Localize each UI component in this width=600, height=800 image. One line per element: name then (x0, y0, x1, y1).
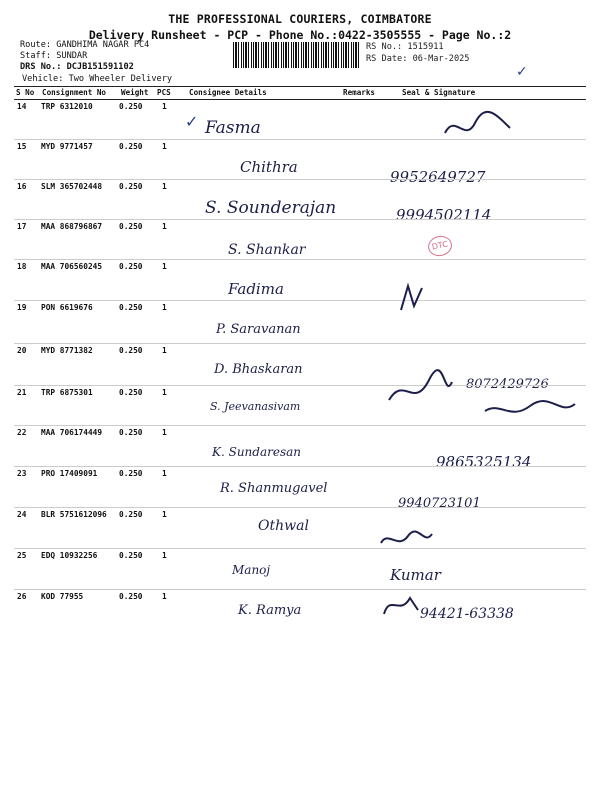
row-pcs: 1 (162, 346, 167, 355)
barcode (233, 42, 359, 68)
row-divider (14, 548, 586, 549)
handwritten-consignee: S. Shankar (228, 242, 306, 258)
rs-date: RS Date: 06-Mar-2025 (366, 54, 470, 64)
row-consignment-no: EDQ 10932256 (41, 551, 98, 560)
row-pcs: 1 (162, 303, 167, 312)
row-weight: 0.250 (119, 388, 143, 397)
row-sno: 24 (17, 510, 27, 519)
row-divider (14, 300, 586, 301)
handwritten-signature: 94421-63338 (420, 606, 514, 622)
handwritten-consignee: K. Sundaresan (212, 445, 301, 459)
handwritten-signature: Kumar (390, 566, 441, 584)
row-divider (14, 466, 586, 467)
signature-scribble (396, 282, 426, 312)
handwritten-signature: 9940723101 (398, 496, 481, 511)
row-pcs: 1 (162, 182, 167, 191)
vehicle-label: Vehicle: Two Wheeler Delivery (22, 74, 173, 84)
row-weight: 0.250 (119, 262, 143, 271)
col-header-sno: S No (16, 88, 35, 97)
row-weight: 0.250 (119, 303, 143, 312)
row-sno: 22 (17, 428, 27, 437)
col-header-consignee: Consignee Details (189, 88, 267, 97)
handwritten-consignee: P. Saravanan (216, 322, 301, 337)
row-weight: 0.250 (119, 102, 143, 111)
row-consignment-no: SLM 365702448 (41, 182, 103, 191)
handwritten-signature: 9865325134 (436, 453, 532, 471)
col-header-weight: Weight (121, 88, 149, 97)
row-sno: 23 (17, 469, 27, 478)
row-pcs: 1 (162, 551, 167, 560)
handwritten-consignee: Fasma (205, 118, 261, 138)
row-consignment-no: MYD 9771457 (41, 142, 93, 151)
row-divider (14, 589, 586, 590)
row-weight: 0.250 (119, 551, 143, 560)
row-pcs: 1 (162, 388, 167, 397)
handwritten-consignee: R. Shanmugavel (220, 481, 328, 496)
handwritten-signature: 9994502114 (396, 206, 492, 224)
row-sno: 15 (17, 142, 27, 151)
row-weight: 0.250 (119, 142, 143, 151)
handwritten-consignee: Chithra (240, 158, 298, 176)
row-sno: 16 (17, 182, 27, 191)
row-consignment-no: TRP 6875301 (41, 388, 93, 397)
tick-mark: ✓ (516, 64, 528, 80)
row-consignment-no: PRO 17409091 (41, 469, 98, 478)
row-pcs: 1 (162, 510, 167, 519)
row-weight: 0.250 (119, 346, 143, 355)
row-sno: 18 (17, 262, 27, 271)
handwritten-consignee: Othwal (258, 518, 309, 534)
row-consignment-no: MAA 868796867 (41, 222, 103, 231)
row-sno: 25 (17, 551, 27, 560)
row-pcs: 1 (162, 469, 167, 478)
header-bottom-rule (14, 99, 586, 100)
row-consignment-no: BLR 5751612096 (41, 510, 107, 519)
row-divider (14, 507, 586, 508)
row-sno: 14 (17, 102, 27, 111)
col-header-pcs: PCS (157, 88, 171, 97)
row-sno: 21 (17, 388, 27, 397)
handwritten-consignee: S. Jeevanasivam (210, 400, 301, 413)
row-consignment-no: TRP 6312010 (41, 102, 93, 111)
signature-scribble (480, 396, 580, 426)
row-weight: 0.250 (119, 592, 143, 601)
row-pcs: 1 (162, 428, 167, 437)
row-divider (14, 179, 586, 180)
row-sno: 20 (17, 346, 27, 355)
row-weight: 0.250 (119, 428, 143, 437)
received-stamp: DTC (426, 234, 454, 259)
row-consignment-no: PON 6619676 (41, 303, 93, 312)
row-consignment-no: MAA 706560245 (41, 262, 103, 271)
row-consignment-no: KOD 77955 (41, 592, 84, 601)
row-weight: 0.250 (119, 469, 143, 478)
row-divider (14, 259, 586, 260)
row-pcs: 1 (162, 592, 167, 601)
col-header-remarks: Remarks (343, 88, 376, 97)
handwritten-consignee: Manoj (232, 563, 271, 577)
row-sno: 17 (17, 222, 27, 231)
row-divider (14, 219, 586, 220)
row-pcs: 1 (162, 262, 167, 271)
runsheet-subtitle: Delivery Runsheet - PCP - Phone No.:0422-3505555 - Page No.:2 (88, 28, 512, 42)
row-pcs: 1 (162, 142, 167, 151)
row-divider (14, 385, 586, 386)
signature-scribble (380, 590, 420, 620)
handwritten-consignee: D. Bhaskaran (214, 362, 303, 377)
row-sno: 26 (17, 592, 27, 601)
handwritten-signature: 9952649727 (390, 168, 486, 186)
row-weight: 0.250 (119, 510, 143, 519)
drs-number: DRS No.: DCJB151591102 (20, 62, 134, 72)
signature-scribble (440, 108, 520, 148)
col-header-consignment: Consignment No (42, 88, 107, 97)
handwritten-consignee: S. Sounderajan (205, 198, 337, 218)
row-consignment-no: MYD 8771382 (41, 346, 93, 355)
row-divider (14, 343, 586, 344)
row-weight: 0.250 (119, 222, 143, 231)
row-pcs: 1 (162, 102, 167, 111)
company-title: THE PROFESSIONAL COURIERS, COIMBATORE (168, 12, 432, 26)
staff-label: Staff: SUNDAR (20, 51, 88, 61)
handwritten-consignee: Fadima (228, 280, 284, 298)
row-weight: 0.250 (119, 182, 143, 191)
tick-mark: ✓ (185, 112, 199, 131)
handwritten-signature: 8072429726 (466, 377, 549, 392)
signature-scribble (384, 370, 454, 410)
col-header-seal: Seal & Signature (402, 88, 476, 97)
row-sno: 19 (17, 303, 27, 312)
row-pcs: 1 (162, 222, 167, 231)
route-label: Route: GANDHIMA NAGAR PC4 (20, 40, 150, 50)
row-consignment-no: MAA 706174449 (41, 428, 103, 437)
handwritten-consignee: K. Ramya (238, 603, 302, 618)
header-top-rule (14, 86, 586, 87)
signature-scribble (376, 528, 436, 553)
rs-number: RS No.: 1515911 (366, 42, 444, 52)
